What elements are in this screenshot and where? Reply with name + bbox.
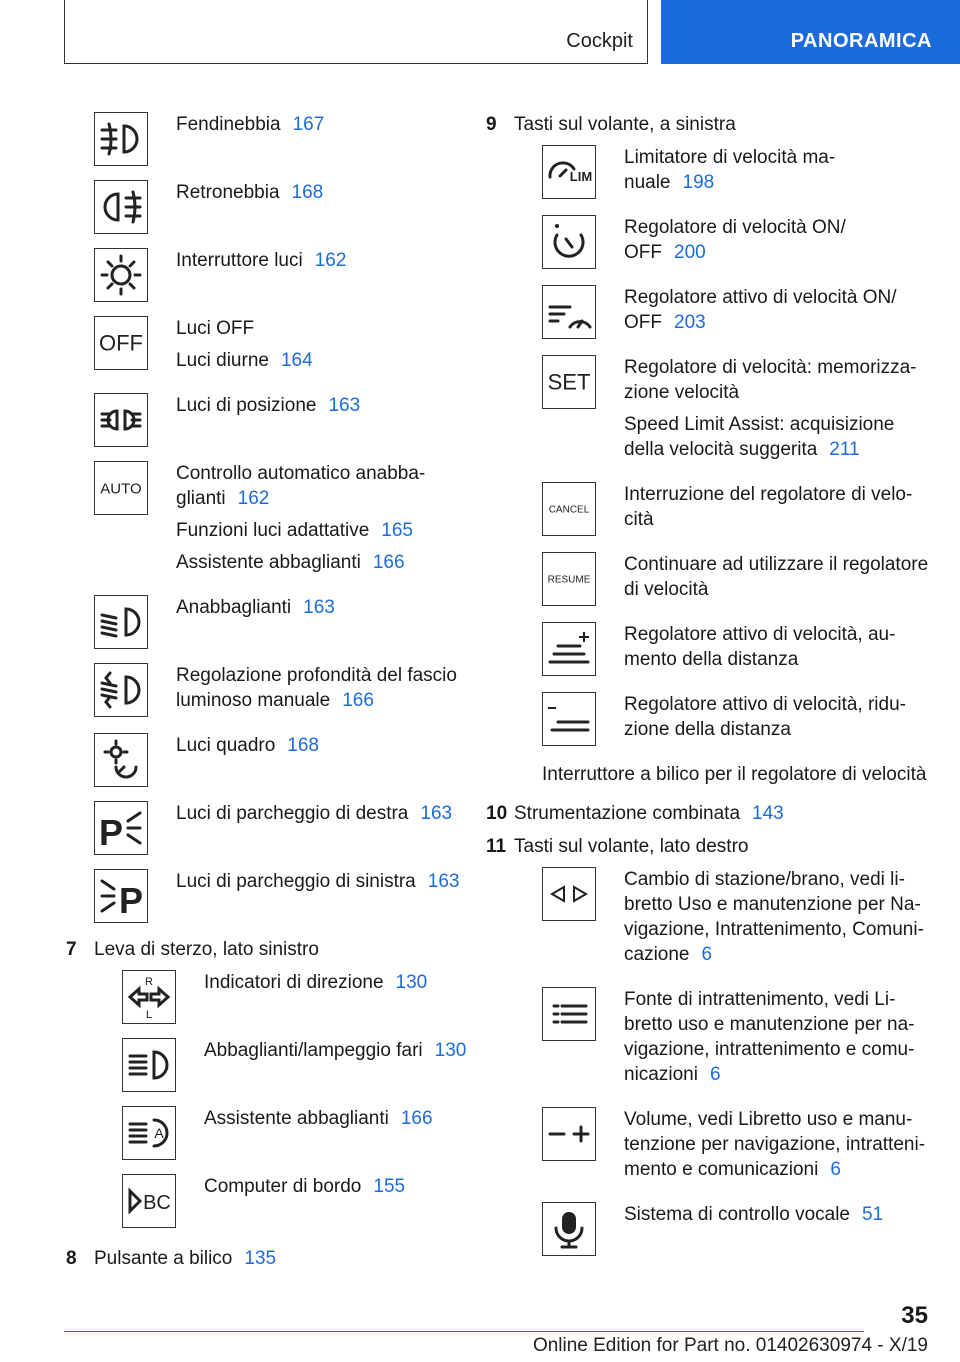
description-text: zione velocità xyxy=(624,382,740,403)
low-beam-icon xyxy=(94,595,148,649)
control-item xyxy=(122,970,474,1025)
right-column xyxy=(486,112,934,1270)
page-reference-link[interactable]: 165 xyxy=(381,520,413,541)
description-text: Luci OFF xyxy=(176,318,255,339)
section-heading xyxy=(486,834,934,859)
auto-icon xyxy=(94,461,148,515)
description-text: Funzioni luci adattative xyxy=(176,520,370,541)
description-text: Indicatori di direzione xyxy=(204,972,384,993)
off-icon xyxy=(94,316,148,370)
description-line xyxy=(624,987,914,1087)
description-text: Anabbaglianti xyxy=(176,597,292,618)
control-item xyxy=(542,215,934,272)
section-heading xyxy=(486,112,934,137)
control-item xyxy=(94,663,474,720)
description-text: Controllo automatico anabba- xyxy=(176,463,426,484)
svg-text:R: R xyxy=(145,976,153,988)
section-title: Tasti sul volante, lato destro xyxy=(514,836,749,857)
description-text: Volume, vedi Libretto uso e manu- xyxy=(624,1109,913,1130)
svg-text:AUTO: AUTO xyxy=(100,480,142,498)
distance-increase-icon xyxy=(542,622,596,676)
control-item xyxy=(542,482,934,539)
section-title: Strumentazione combinata xyxy=(514,803,741,824)
control-description xyxy=(176,733,319,765)
control-description xyxy=(624,1107,925,1189)
svg-text:L: L xyxy=(145,1009,153,1021)
microphone-icon xyxy=(542,1202,596,1256)
control-item xyxy=(542,622,934,679)
section-title: Tasti sul volante, a sinistra xyxy=(514,114,736,135)
left-column xyxy=(66,112,474,1279)
control-description xyxy=(204,1106,433,1138)
svg-text:SET: SET xyxy=(547,369,591,395)
description-text: Regolatore attivo di velocità, au- xyxy=(624,624,896,645)
description-text: Limitatore di velocità ma- xyxy=(624,147,836,168)
section-title: Pulsante a bilico xyxy=(94,1248,233,1269)
control-item xyxy=(542,867,934,974)
control-description xyxy=(176,393,360,425)
description-line xyxy=(624,552,928,602)
light-switch-icon xyxy=(94,248,148,302)
parking-right-icon xyxy=(94,801,148,855)
description-text: di velocità xyxy=(624,579,709,600)
turn-signal-icon xyxy=(122,970,176,1024)
control-description xyxy=(176,461,425,582)
description-line xyxy=(176,316,313,341)
station-change-icon xyxy=(542,867,596,921)
description-text: Luci di parcheggio di sinistra xyxy=(176,871,416,892)
page-reference-link[interactable]: 162 xyxy=(237,488,270,509)
description-line xyxy=(176,801,452,826)
header-tab-label: PANORAMICA xyxy=(790,30,932,52)
description-text: Speed Limit Assist: acquisizione xyxy=(624,414,895,435)
cancel-icon xyxy=(542,482,596,536)
description-line xyxy=(176,248,346,273)
description-line xyxy=(624,482,912,532)
description-text: Interruttore luci xyxy=(176,250,303,271)
control-item xyxy=(542,1107,934,1189)
header-section-title: Cockpit xyxy=(566,30,633,52)
section-11-items xyxy=(542,867,934,1257)
page-reference-link[interactable]: 130 xyxy=(434,1040,467,1061)
description-text: nicazioni xyxy=(624,1064,698,1085)
control-description xyxy=(176,112,324,144)
page-reference-link[interactable]: 200 xyxy=(674,242,706,263)
description-line xyxy=(624,692,906,742)
description-line xyxy=(624,622,895,672)
high-beam-icon xyxy=(122,1038,176,1092)
svg-text:P: P xyxy=(98,812,124,853)
description-text: Regolazione profondità del fascio xyxy=(176,665,457,686)
description-line xyxy=(176,869,459,894)
description-line xyxy=(624,215,846,265)
rear-fog-light-icon xyxy=(94,180,148,234)
description-text: zione della distanza xyxy=(624,719,791,740)
control-description xyxy=(624,1202,883,1234)
header-section-box xyxy=(64,0,648,64)
description-line xyxy=(624,1202,883,1227)
description-line xyxy=(176,348,313,373)
high-beam-assist-icon xyxy=(122,1106,176,1160)
page-reference-link[interactable]: 135 xyxy=(244,1248,277,1269)
description-text: Fendinebbia xyxy=(176,114,281,135)
control-item xyxy=(542,1202,934,1257)
description-text: bretto uso e manutenzione per na- xyxy=(624,1014,915,1035)
description-text: della velocità suggerita xyxy=(624,439,818,460)
page-reference-link[interactable]: 167 xyxy=(292,114,325,135)
control-description xyxy=(176,316,313,380)
control-description xyxy=(624,215,846,272)
svg-text:OFF: OFF xyxy=(99,330,143,356)
section-heading xyxy=(66,1246,474,1271)
control-item xyxy=(542,285,934,342)
page-reference-link[interactable]: 6 xyxy=(701,944,713,965)
description-text: Regolatore di velocità ON/ xyxy=(624,217,846,238)
control-description xyxy=(204,1174,405,1206)
control-item xyxy=(94,801,474,856)
page-reference-link[interactable]: 166 xyxy=(372,552,405,573)
page-reference-link[interactable]: 163 xyxy=(303,597,335,618)
description-text: cità xyxy=(624,509,654,530)
instrument-lighting-icon xyxy=(94,733,148,787)
description-text: Computer di bordo xyxy=(204,1176,362,1197)
control-description xyxy=(624,145,835,202)
description-text: Regolatore attivo di velocità, ridu- xyxy=(624,694,906,715)
page-reference-link[interactable]: 168 xyxy=(291,182,324,203)
front-fog-light-icon xyxy=(94,112,148,166)
control-item xyxy=(94,180,474,235)
description-line xyxy=(204,1106,433,1131)
page-reference-link[interactable]: 130 xyxy=(395,972,428,993)
section-number: 11 xyxy=(486,836,507,857)
description-line xyxy=(624,867,924,967)
description-text: Luci diurne xyxy=(176,350,269,371)
control-description xyxy=(624,987,914,1094)
control-description xyxy=(176,248,346,280)
description-line xyxy=(624,1107,925,1182)
page-reference-link[interactable]: 6 xyxy=(830,1159,841,1180)
section-number: 9 xyxy=(486,114,497,135)
header-tab[interactable] xyxy=(661,0,960,64)
rocker-switch-note: Interruttore a bilico per il regolatore di velocità xyxy=(542,764,927,785)
svg-text:LIM: LIM xyxy=(569,169,593,184)
page-reference-link[interactable]: 163 xyxy=(427,871,460,892)
control-item xyxy=(542,692,934,749)
page-reference-link[interactable]: 203 xyxy=(674,312,706,333)
description-text: luminoso manuale xyxy=(176,690,331,711)
page-reference-link[interactable]: 162 xyxy=(314,250,347,271)
speed-limiter-icon xyxy=(542,145,596,199)
distance-decrease-icon xyxy=(542,692,596,746)
description-text: OFF xyxy=(624,242,662,263)
control-item xyxy=(94,316,474,380)
cruise-control-icon xyxy=(542,215,596,269)
board-computer-icon xyxy=(122,1174,176,1228)
control-item xyxy=(542,552,934,609)
control-description xyxy=(204,1038,466,1070)
description-line xyxy=(204,1038,466,1063)
page-reference-link[interactable]: 6 xyxy=(709,1064,721,1085)
description-line xyxy=(204,970,427,995)
description-text: Abbaglianti/lampeggio fari xyxy=(204,1040,423,1061)
section-heading xyxy=(66,937,474,962)
description-line xyxy=(176,461,425,511)
description-text: mento e comunicazioni xyxy=(624,1159,819,1180)
svg-text:CANCEL: CANCEL xyxy=(548,504,590,516)
active-cruise-icon xyxy=(542,285,596,339)
control-item xyxy=(542,355,934,469)
position-light-icon xyxy=(94,393,148,447)
control-description xyxy=(624,867,924,974)
section-number: 7 xyxy=(66,939,77,960)
description-text: Retronebbia xyxy=(176,182,280,203)
page-number: 35 xyxy=(901,1302,928,1329)
page-reference-link[interactable]: 168 xyxy=(287,735,319,756)
description-line xyxy=(176,112,324,137)
resume-icon xyxy=(542,552,596,606)
description-line xyxy=(624,355,917,405)
control-description xyxy=(624,482,912,539)
section-9-items xyxy=(542,145,934,749)
description-text: Interruzione del regolatore di velo- xyxy=(624,484,913,505)
control-description xyxy=(204,970,427,1002)
page-reference-link[interactable]: 51 xyxy=(862,1204,884,1225)
description-text: Luci di parcheggio di destra xyxy=(176,803,409,824)
section-heading xyxy=(486,801,934,826)
parking-left-icon xyxy=(94,869,148,923)
description-text: Sistema di controllo vocale xyxy=(624,1204,850,1225)
description-text: Fonte di intrattenimento, vedi Li- xyxy=(624,989,896,1010)
control-description xyxy=(624,692,906,749)
description-text: OFF xyxy=(624,312,662,333)
description-line xyxy=(624,412,917,462)
volume-icon xyxy=(542,1107,596,1161)
svg-text:RESUME: RESUME xyxy=(547,574,591,586)
svg-text:A: A xyxy=(154,1125,164,1141)
page-reference-link[interactable]: 198 xyxy=(682,172,715,193)
description-line xyxy=(624,285,896,335)
control-description xyxy=(624,355,917,469)
description-line xyxy=(176,733,319,758)
control-item xyxy=(122,1038,474,1093)
page-reference-link[interactable]: 211 xyxy=(829,439,860,460)
control-description xyxy=(624,622,895,679)
description-text: tenzione per navigazione, intratteni- xyxy=(624,1134,926,1155)
control-description xyxy=(176,595,335,627)
description-line xyxy=(176,595,335,620)
section-number: 10 xyxy=(486,803,508,824)
description-text: cazione xyxy=(624,944,690,965)
control-item xyxy=(94,733,474,788)
description-line xyxy=(176,180,323,205)
description-text: vigazione, intrattenimento e comu- xyxy=(624,1039,915,1060)
control-item xyxy=(94,393,474,448)
control-description xyxy=(176,180,323,212)
footer-divider xyxy=(64,1331,864,1332)
description-text: nuale xyxy=(624,172,671,193)
entertainment-source-icon xyxy=(542,987,596,1041)
page-reference-link[interactable]: 155 xyxy=(373,1176,406,1197)
description-line xyxy=(176,550,425,575)
description-text: Continuare ad utilizzare il regolatore xyxy=(624,554,929,575)
control-item xyxy=(542,987,934,1094)
page-reference-link[interactable]: 166 xyxy=(342,690,374,711)
description-text: Cambio di stazione/brano, vedi li- xyxy=(624,869,905,890)
description-line xyxy=(204,1174,405,1199)
svg-text:P: P xyxy=(118,880,144,921)
page-reference-link[interactable]: 164 xyxy=(280,350,313,371)
description-line xyxy=(176,518,425,543)
set-icon xyxy=(542,355,596,409)
description-text: vigazione, Intrattenimento, Comuni- xyxy=(624,919,924,940)
control-item xyxy=(94,595,474,650)
control-item xyxy=(94,461,474,582)
control-description xyxy=(176,663,457,720)
description-text: Luci quadro xyxy=(176,735,276,756)
section-title: Leva di sterzo, lato sinistro xyxy=(94,939,319,960)
description-text: bretto Uso e manutenzione per Na- xyxy=(624,894,921,915)
control-item xyxy=(94,112,474,167)
page-reference-link[interactable]: 163 xyxy=(328,395,361,416)
page-reference-link[interactable]: 143 xyxy=(752,803,784,824)
control-description xyxy=(176,869,459,901)
headlight-range-icon xyxy=(94,663,148,717)
description-line xyxy=(624,145,835,195)
control-item xyxy=(122,1174,474,1229)
control-item xyxy=(94,869,474,924)
control-item xyxy=(122,1106,474,1161)
description-text: mento della distanza xyxy=(624,649,799,670)
svg-text:BC: BC xyxy=(143,1192,171,1214)
control-description xyxy=(176,801,452,833)
section-number: 8 xyxy=(66,1248,77,1269)
control-description xyxy=(624,552,928,609)
description-text: Assistente abbaglianti xyxy=(204,1108,389,1129)
footer-edition: Online Edition for Part no. 01402630974 - X/19 xyxy=(532,1335,928,1356)
description-text: glianti xyxy=(176,488,226,509)
description-text: Regolatore attivo di velocità ON/ xyxy=(624,287,897,308)
description-line xyxy=(176,663,457,713)
description-text: Assistente abbaglianti xyxy=(176,552,361,573)
description-line xyxy=(176,393,360,418)
description-text: Luci di posizione xyxy=(176,395,317,416)
page-reference-link[interactable]: 163 xyxy=(420,803,453,824)
control-item xyxy=(94,248,474,303)
description-text: Regolatore di velocità: memorizza- xyxy=(624,357,917,378)
page-reference-link[interactable]: 166 xyxy=(400,1108,433,1129)
section-7-items xyxy=(122,970,474,1229)
control-item xyxy=(542,145,934,202)
control-description xyxy=(624,285,896,342)
